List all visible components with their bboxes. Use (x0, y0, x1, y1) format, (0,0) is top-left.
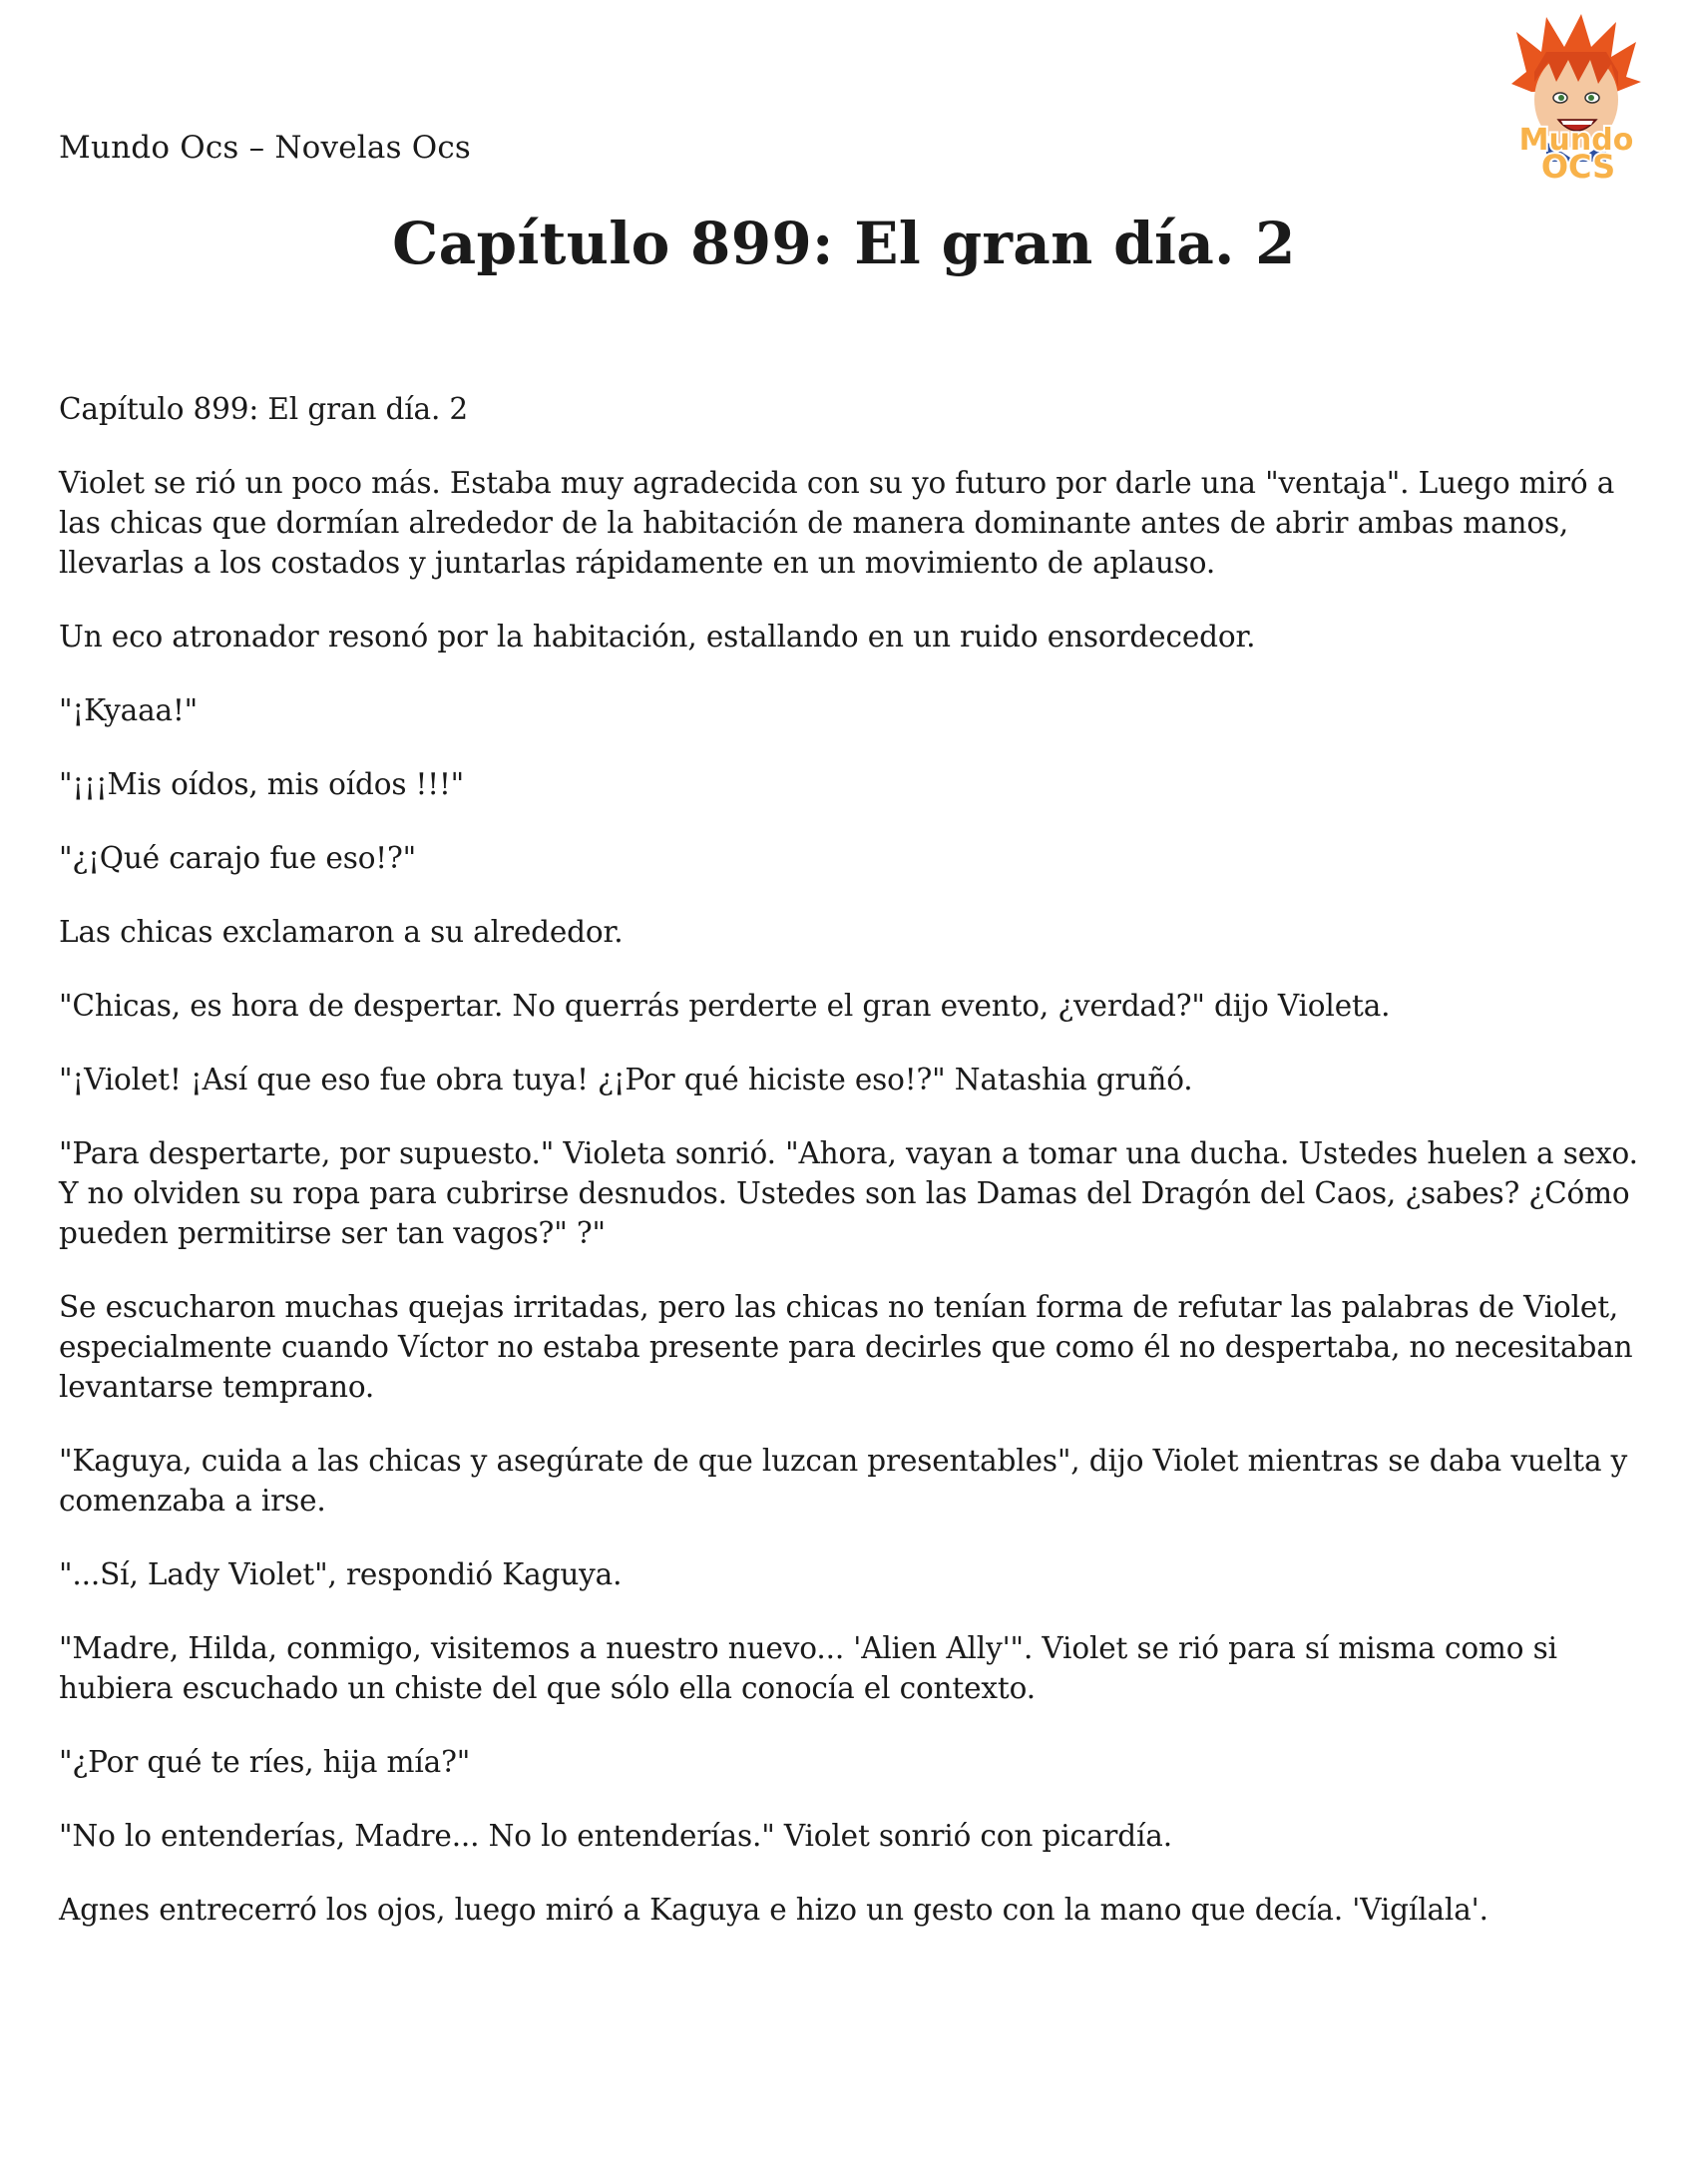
paragraph: Violet se rió un poco más. Estaba muy agradecida con su yo futuro por darle una "ventaja". Luego miró a las chicas que dormían alrededor de la habitación de manera dominante antes de abrir ambas manos, llevarlas a los costados y juntarlas rápidamente en un movimiento de aplauso. (59, 466, 1615, 580)
chapter-title: Capítulo 899: El gran día. 2 (392, 210, 1296, 277)
paragraph: "Chicas, es hora de despertar. No querrás perderte el gran evento, ¿verdad?" dijo Violeta. (59, 989, 1391, 1023)
paragraph: "Kaguya, cuida a las chicas y asegúrate de que luzcan presentables", dijo Violet mientras se daba vuelta y comenzaba a irse. (59, 1444, 1628, 1518)
paragraph: "...Sí, Lady Violet", respondió Kaguya. (59, 1557, 623, 1591)
paragraph: "¡Kyaaa!" (59, 693, 199, 727)
paragraph: Capítulo 899: El gran día. 2 (59, 392, 469, 426)
paragraph: "¡Violet! ¡Así que eso fue obra tuya! ¿¡Por qué hiciste eso!?" Natashia gruñó. (59, 1063, 1193, 1096)
mascot-logo-icon (1486, 12, 1666, 182)
paragraph: Se escucharon muchas quejas irritadas, pero las chicas no tenían forma de refutar las palabras de Violet, especialmente cuando Víctor no estaba presente para decirles que como él no despertaba, no necesitaban levantarse temprano. (59, 1290, 1633, 1404)
paragraph: "¿Por qué te ríes, hija mía?" (59, 1745, 471, 1779)
svg-text:Mundo: Mundo (1518, 123, 1634, 158)
mundo-ocs-logo (1486, 12, 1666, 182)
paragraph: Un eco atronador resonó por la habitación, estallando en un ruido ensordecedor. (59, 620, 1256, 654)
paragraph: Las chicas exclamaron a su alrededor. (59, 915, 624, 949)
site-header: Mundo Ocs – Novelas Ocs (59, 130, 472, 166)
paragraph: "¿¡Qué carajo fue eso!?" (59, 841, 417, 875)
paragraph: "Madre, Hilda, conmigo, visitemos a nuestro nuevo... 'Alien Ally'". Violet se rió para sí misma como si hubiera escuchado un chiste del que sólo ella conocía el contexto. (59, 1631, 1557, 1705)
paragraph: "Para despertarte, por supuesto." Violeta sonrió. "Ahora, vayan a tomar una ducha. Ustedes huelen a sexo. Y no olviden su ropa para cubrirse desnudos. Ustedes son las Damas del Dragón del Caos, ¿sabes? ¿Cómo pueden permitirse ser tan vagos?" ?" (59, 1136, 1638, 1250)
chapter-body (59, 389, 1655, 1964)
paragraph: "No lo entenderías, Madre... No lo entenderías." Violet sonrió con picardía. (59, 1819, 1172, 1853)
paragraph: Agnes entrecerró los ojos, luego miró a Kaguya e hizo un gesto con la mano que decía. 'Vigílala'. (59, 1893, 1488, 1927)
paragraph: "¡¡¡Mis oídos, mis oídos !!!" (59, 767, 465, 801)
svg-text:OCS: OCS (1540, 148, 1616, 182)
